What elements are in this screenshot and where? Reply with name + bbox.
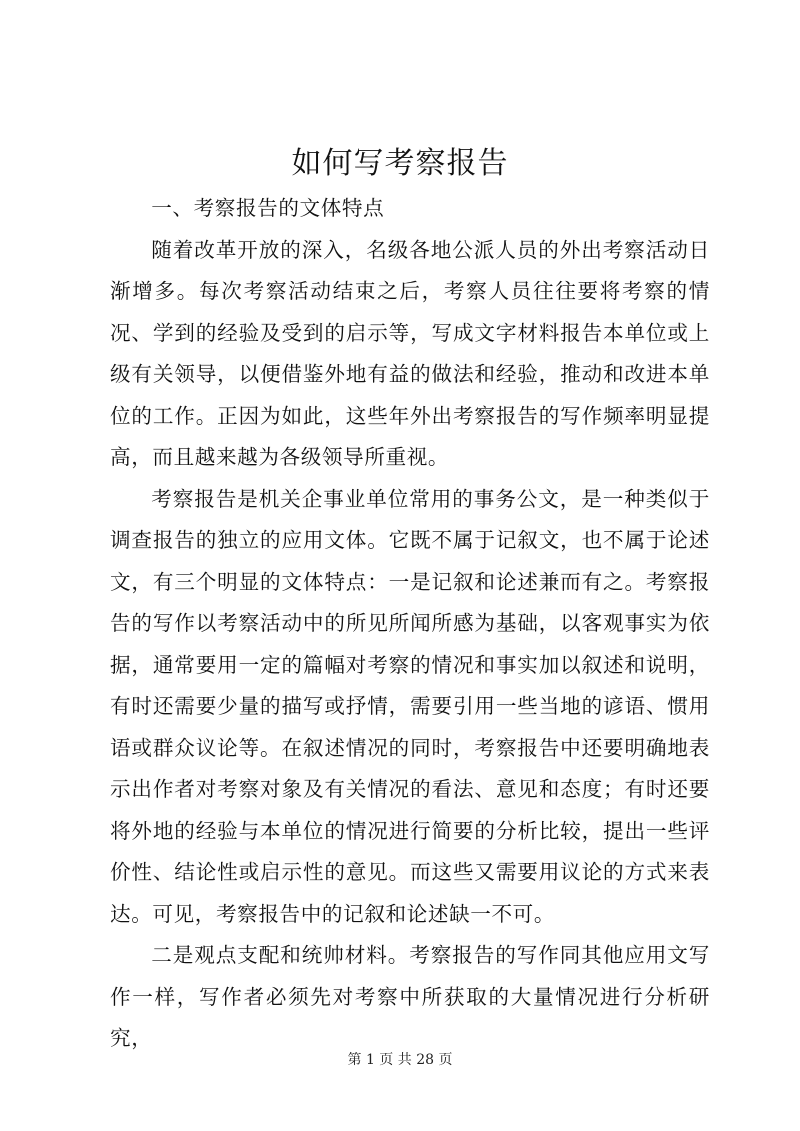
page-number-footer: 第 1 页 共 28 页 (347, 1052, 453, 1068)
paragraph: 二是观点支配和统帅材料。考察报告的写作同其他应用文写作一样，写作者必须先对考察中所获取的大量情况进行分析研究， (110, 943, 710, 1050)
paragraph: 随着改革开放的深入，名级各地公派人员的外出考察活动日渐增多。每次考察活动结束之后，考察人员往往要将考察的情况、学到的经验及受到的启示等，写成文字材料报告本单位或上级有关领导，以便借鉴外地有益的做法和经验，推动和改进本单位的工作。正因为如此，这些年外出考察报告的写作频率明显提高，而且越来越为各级领导所重视。 (110, 237, 710, 469)
paragraph: 考察报告是机关企事业单位常用的事务公文，是一种类似于调查报告的独立的应用文体。它既不属于记叙文，也不属于论述文，有三个明显的文体特点：一是记叙和论述兼而有之。考察报告的写作以考察活动中的所见所闻所感为基础，以客观事实为依据，通常要用一定的篇幅对考察的情况和事实加以叙述和说明，有时还需要少量的描写或抒情，需要引用一些当地的谚语、惯用语或群众议论等。在叙述情况的同时，考察报告中还要明确地表示出作者对考察对象及有关情况的看法、意见和态度；有时还要将外地的经验与本单位的情况进行简要的分析比较，提出一些评价性、结论性或启示性的意见。而这些又需要用议论的方式来表达。可见，考察报告中的记叙和论述缺一不可。 (110, 486, 710, 926)
section-heading: 一、考察报告的文体特点 (151, 196, 385, 220)
document-title: 如何写考察报告 (291, 146, 509, 181)
document-body (110, 188, 710, 1060)
